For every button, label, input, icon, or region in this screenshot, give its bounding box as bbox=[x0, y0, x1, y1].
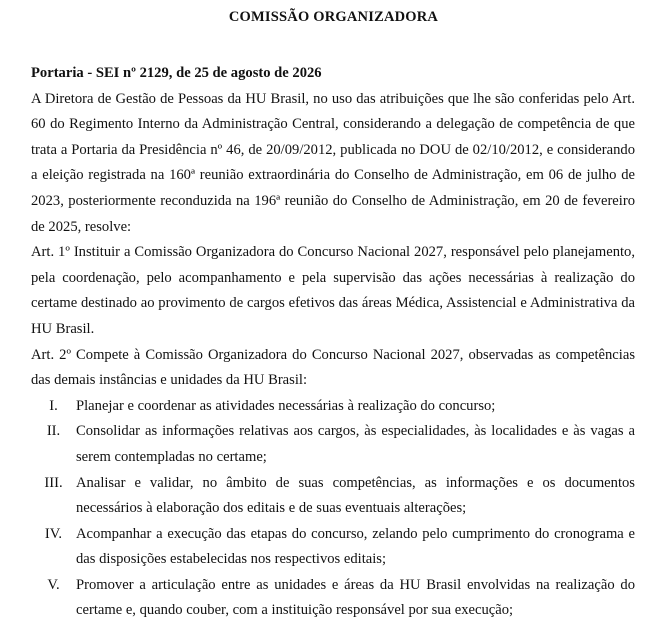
list-item-number: III. bbox=[44, 474, 63, 491]
list-item-number: II. bbox=[46, 423, 61, 440]
list-item bbox=[31, 573, 635, 624]
list-item-number: V. bbox=[47, 576, 60, 593]
list-item-number: I. bbox=[49, 397, 58, 414]
list-item-text: Promover a articulação entre as unidades e áreas da HU Brasil envolvidas na realização do certame e, quando couber, com a instituição responsável por sua execução; bbox=[76, 576, 635, 619]
list-item-number: IV. bbox=[44, 525, 63, 542]
intro-paragraph: A Diretora de Gestão de Pessoas da HU Brasil, no uso das atribuições que lhe são conferidas pelo Art. 60 do Regimento Interno da Administração Central, considerando a delegação de competência de que trata a Portaria da Presidência nº 46, de 20/09/2012, publicada no DOU de 02/10/2012, e considerando a eleição registrada na 160ª reunião extraordinária do Conselho de Administração, em 06 de julho de 2023, posteriormente reconduzida na 196ª reunião do Conselho de Administração, em 20 de fevereiro de 2025, resolve: bbox=[31, 90, 635, 235]
list-item-text: Planejar e coordenar as atividades necessárias à realização do concurso; bbox=[76, 397, 496, 414]
competencies-list bbox=[31, 394, 635, 624]
list-item-text: Consolidar as informações relativas aos cargos, às especialidades, às localidades e às vagas a serem contempladas no certame; bbox=[76, 423, 635, 465]
list-item bbox=[31, 522, 635, 573]
article-1-paragraph: Art. 1º Instituir a Comissão Organizadora do Concurso Nacional 2027, responsável pelo planejamento, pela coordenação, pelo acompanhamento e pela supervisão das ações necessárias à realização do certame destinado ao provimento de cargos efetivos das áreas Médica, Assistencial e Administrativa da HU Brasil. bbox=[31, 244, 635, 337]
list-item-text: Acompanhar a execução das etapas do concurso, zelando pelo cumprimento do cronograma e das disposições estabelecidas nos respectivos editais; bbox=[76, 525, 635, 568]
article-2-paragraph: Art. 2º Compete à Comissão Organizadora do Concurso Nacional 2027, observadas as competências das demais instâncias e unidades da HU Brasil: bbox=[31, 346, 635, 389]
section-heading: COMISSÃO ORGANIZADORA bbox=[228, 9, 439, 25]
list-item-text: Analisar e validar, no âmbito de suas competências, as informações e os documentos necessários à elaboração dos editais e de suas eventuais alterações; bbox=[76, 474, 635, 517]
list-item bbox=[31, 394, 635, 420]
portaria-title: Portaria - SEI nº 2129, de 25 de agosto de 2026 bbox=[31, 65, 322, 81]
document-body bbox=[31, 61, 635, 624]
list-item bbox=[31, 471, 635, 522]
list-item bbox=[31, 419, 635, 470]
